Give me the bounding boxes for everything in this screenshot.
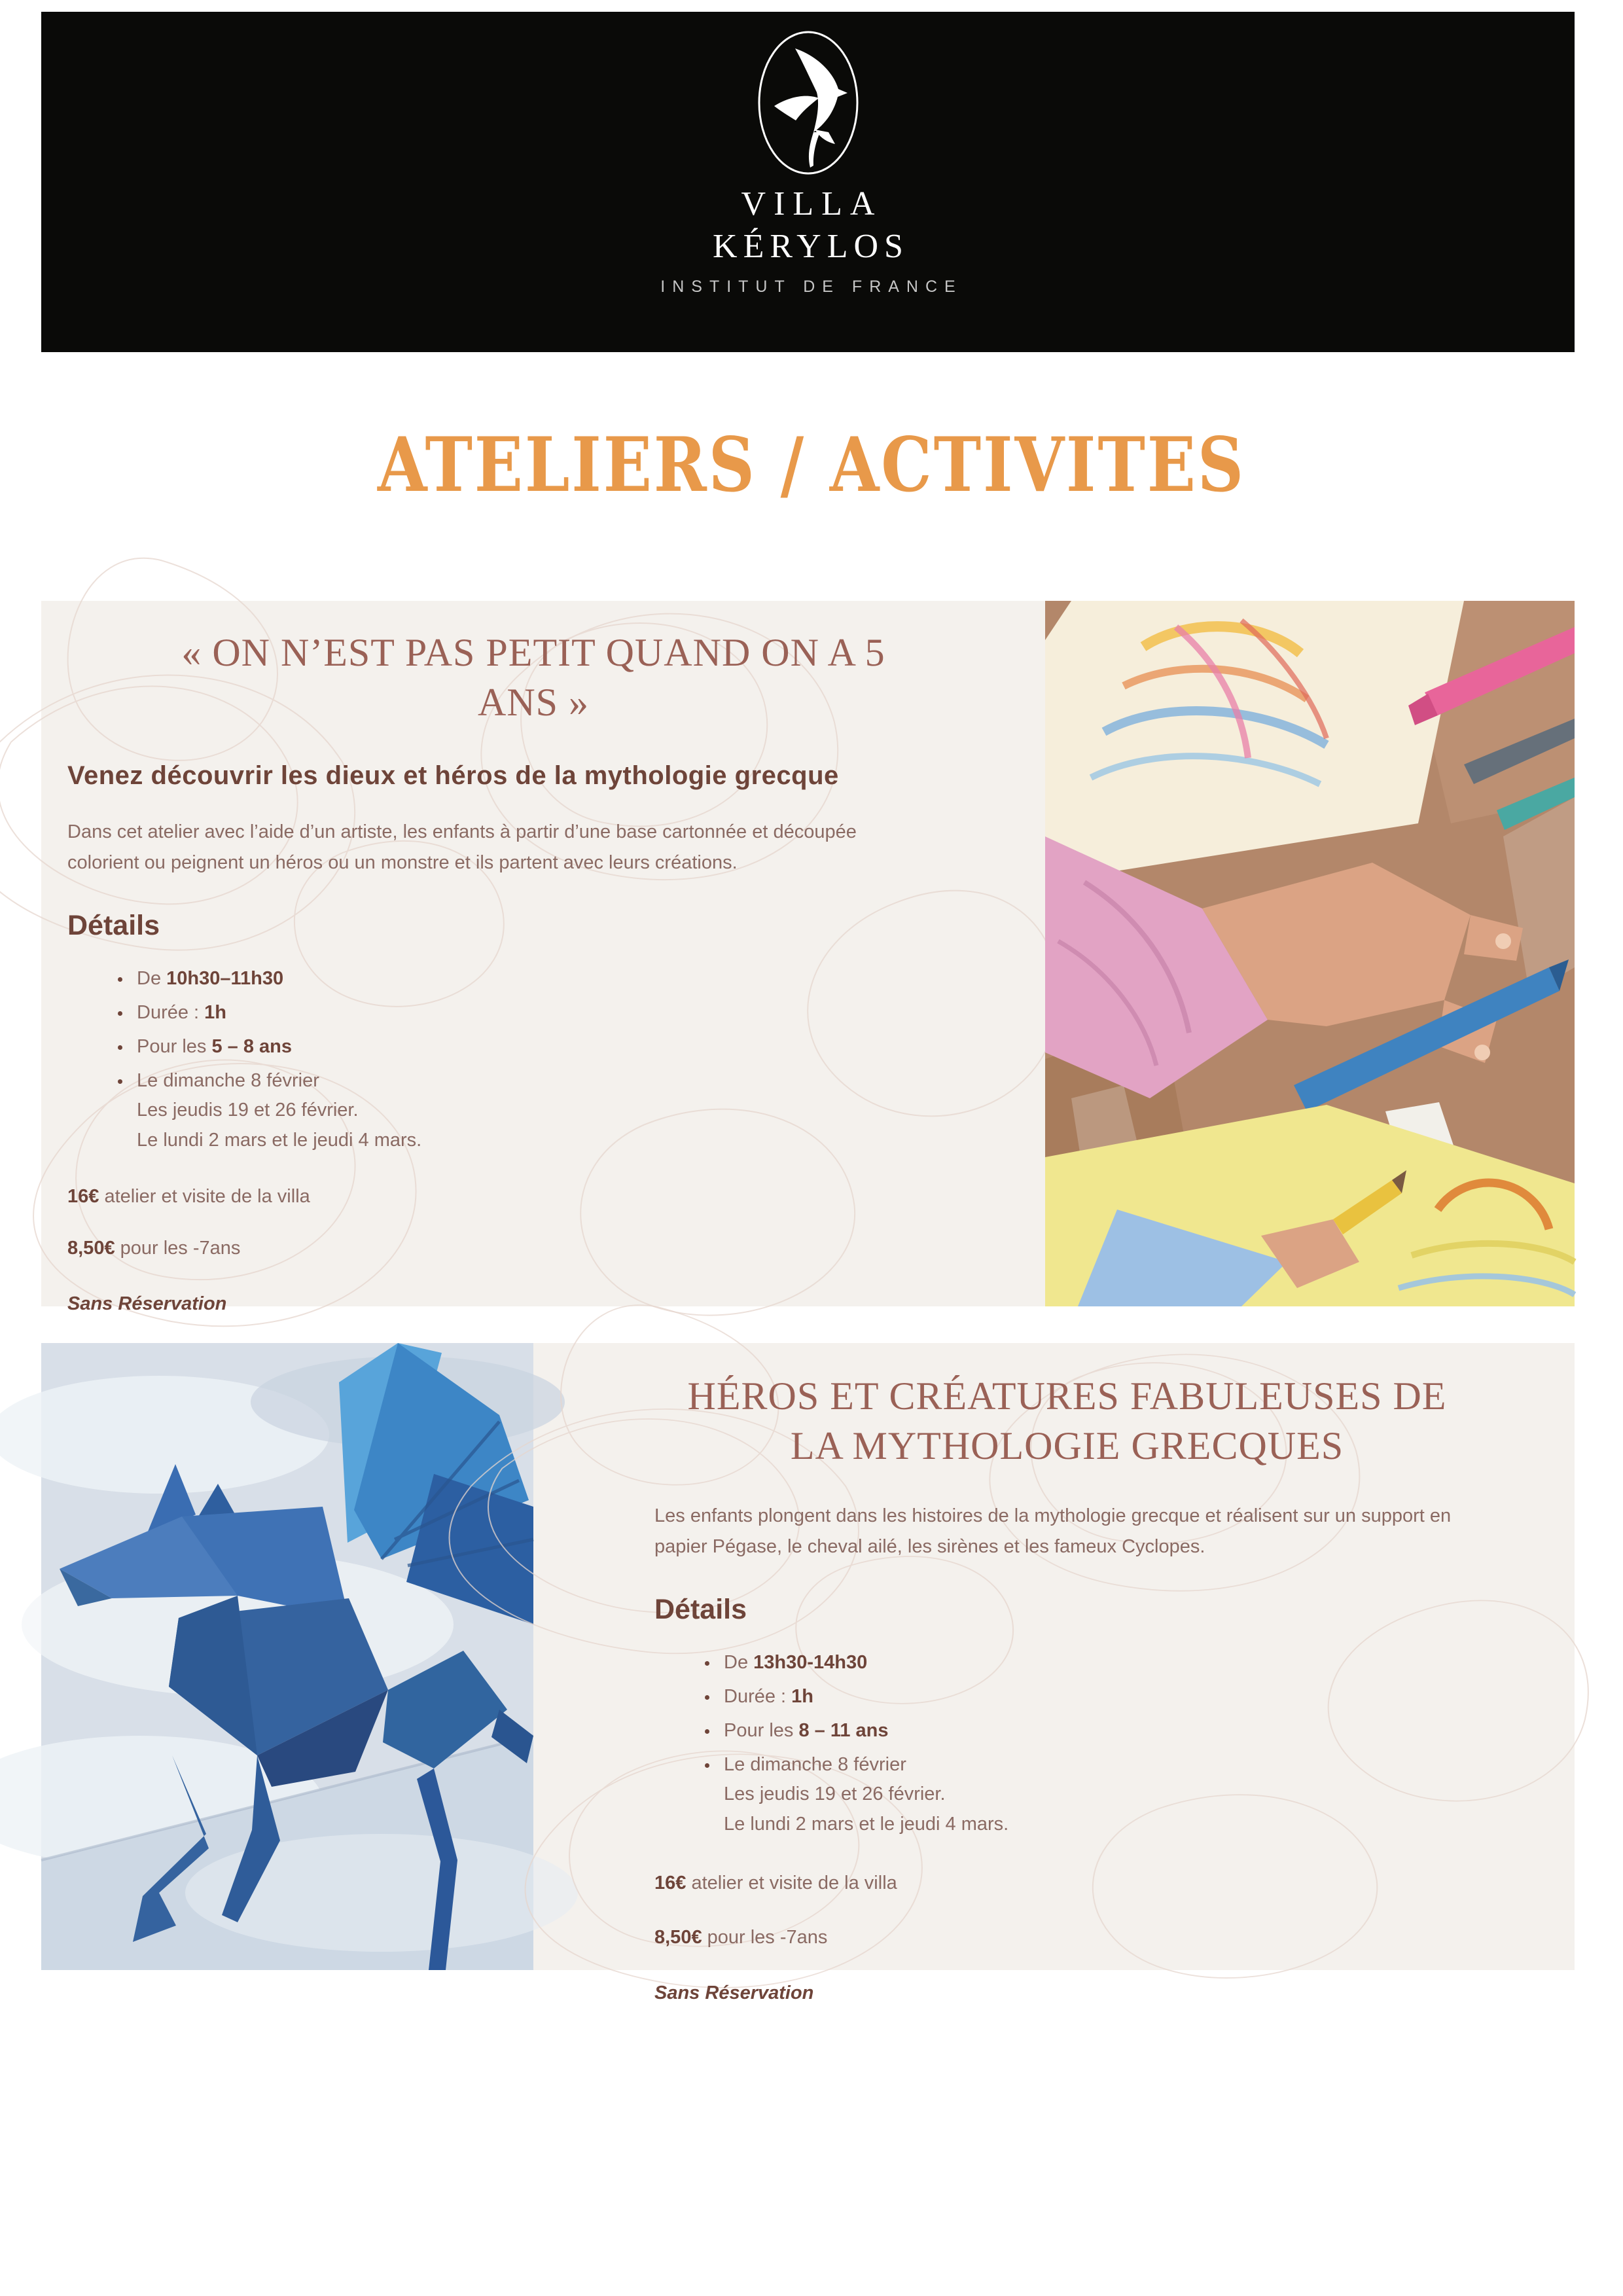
card2-title: HÉROS ET CRÉATURES FABULEUSES DE LA MYTHOLOGIE GRECQUES xyxy=(687,1374,1447,1467)
list-item: • Le dimanche 8 février Les jeudis 19 et 26 février. Le lundi 2 mars et le jeudi 4 mars. xyxy=(719,1750,1480,1840)
list-item-continuation: Le lundi 2 mars et le jeudi 4 mars. xyxy=(724,1814,1009,1835)
villa-kerylos-swallow-logo-icon xyxy=(756,29,861,177)
workshop-card-8-11-ans xyxy=(41,1343,1575,2003)
card2-details-heading: Détails xyxy=(654,1594,747,1626)
brand-subtitle: INSTITUT DE FRANCE xyxy=(660,278,963,296)
price-full: 16€ atelier et visite de la villa xyxy=(654,1873,897,1893)
reservation-note: Sans Réservation xyxy=(654,1982,814,2003)
list-item: • Durée : 1h xyxy=(132,998,999,1028)
list-item-continuation: Les jeudis 19 et 26 février. xyxy=(724,1784,946,1805)
card1-details-heading: Détails xyxy=(67,910,160,942)
price-full: 16€ atelier et visite de la villa xyxy=(67,1186,310,1207)
card1-text-column xyxy=(41,601,1045,1314)
list-item-continuation: Les jeudis 19 et 26 février. xyxy=(137,1100,359,1121)
card1-description: Dans cet atelier avec l’aide d’un artiste, les enfants à partir d’une base cartonnée et découpée colorient ou peignent un héros ou un monstre et ils partent avec leurs créations. xyxy=(67,821,857,874)
workshop-card-5-8-ans xyxy=(41,601,1575,1314)
list-item: • Pour les 8 – 11 ans xyxy=(719,1716,1480,1746)
page-title: ATELIERS / ACTIVITES xyxy=(377,421,1246,509)
brand-name-line2: KÉRYLOS xyxy=(713,228,909,265)
list-item: • Le dimanche 8 février Les jeudis 19 et 26 février. Le lundi 2 mars et le jeudi 4 mars. xyxy=(132,1066,999,1156)
list-item: • De 13h30-14h30 xyxy=(719,1648,1480,1678)
card1-details-list xyxy=(67,964,999,1156)
price-reduced: 8,50€ pour les -7ans xyxy=(654,1927,828,1948)
children-drawing-photo xyxy=(1045,601,1575,1306)
card2-details-list xyxy=(654,1648,1480,1840)
origami-pegasus-photo xyxy=(41,1343,533,1970)
list-item: • Durée : 1h xyxy=(719,1682,1480,1712)
card2-text-column xyxy=(533,1343,1575,2003)
list-item: • Pour les 5 – 8 ans xyxy=(132,1032,999,1062)
header-banner xyxy=(41,12,1575,352)
reservation-note: Sans Réservation xyxy=(67,1293,227,1314)
card1-subtitle: Venez découvrir les dieux et héros de la mythologie grecque xyxy=(67,761,839,791)
brand-name-line1: VILLA xyxy=(741,185,883,223)
card2-description: Les enfants plongent dans les histoires de la mythologie grecque et réalisent sur un support en papier Pégase, le cheval ailé, les sirènes et les fameux Cyclopes. xyxy=(654,1505,1452,1558)
card1-title: « ON N’EST PAS PETIT QUAND ON A 5 ANS » xyxy=(181,631,885,724)
price-reduced: 8,50€ pour les -7ans xyxy=(67,1238,241,1259)
list-item-continuation: Le lundi 2 mars et le jeudi 4 mars. xyxy=(137,1130,422,1151)
list-item: • De 10h30–11h30 xyxy=(132,964,999,994)
